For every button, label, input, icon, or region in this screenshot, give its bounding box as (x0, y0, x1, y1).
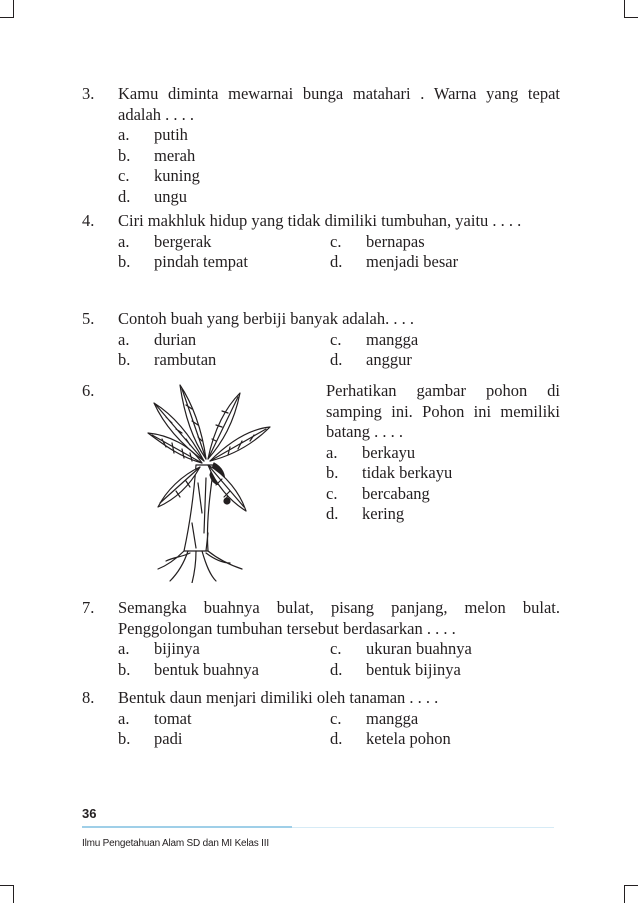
question-6 (326, 381, 560, 525)
option-text: kuning (154, 166, 200, 185)
question-7 (82, 598, 560, 680)
crop-mark-bottom-left-v (13, 885, 14, 903)
option-text: mangga (366, 708, 419, 728)
crop-mark-top-left-v (13, 0, 14, 18)
footer-rule (82, 826, 292, 828)
option-text: ungu (154, 186, 187, 206)
question-4 (82, 211, 560, 273)
option: a. durian (118, 329, 197, 349)
banana-tree-icon (118, 383, 288, 583)
crop-mark-top-right-v (624, 0, 625, 18)
option-grid (118, 232, 560, 273)
option-text: durian (154, 329, 197, 349)
crop-mark-bottom-right-h (624, 885, 638, 886)
option: d. bentuk bijinya (330, 659, 461, 679)
option: b. rambutan (118, 350, 217, 369)
option-text: kering (362, 504, 405, 523)
option-text: tidak berkayu (362, 463, 453, 482)
crop-mark-top-right-h (624, 17, 638, 18)
option: a. tomat (118, 708, 192, 728)
option: b. padi (118, 729, 183, 748)
question-number: 6. (82, 381, 95, 400)
question-stem: Kamu diminta mewarnai bunga matahari . Warna yang tepat adalah . . . . (118, 84, 560, 124)
option-text: menjadi besar (366, 252, 459, 271)
question-stem: Ciri makhluk hidup yang tidak dimiliki tumbuhan, yaitu . . . . (118, 211, 522, 230)
option-grid (118, 639, 560, 680)
question-8 (82, 688, 560, 750)
option-grid (118, 330, 560, 371)
option-text: bernapas (366, 231, 425, 251)
option: b. bentuk buahnya (118, 659, 259, 679)
option: b. pindah tempat (118, 252, 248, 271)
book-title: Ilmu Pengetahuan Alam SD dan MI Kelas III (82, 838, 269, 849)
question-number: 4. (82, 211, 95, 230)
option: d. kering (326, 504, 405, 523)
option: c. bernapas (330, 231, 425, 251)
option: c. ukuran buahnya (330, 639, 472, 658)
option-text: berkayu (362, 442, 416, 462)
option: b. merah (118, 145, 196, 165)
question-stem: Contoh buah yang berbiji banyak adalah. . . . (118, 309, 415, 328)
option: d. anggur (330, 350, 412, 369)
option-text: anggur (366, 350, 412, 369)
question-number: 3. (82, 84, 95, 103)
option-text: merah (154, 145, 196, 165)
option-text: ukuran buahnya (366, 639, 472, 658)
option-text: putih (154, 125, 188, 144)
option: c. mangga (330, 329, 419, 349)
option: a. bijinya (118, 639, 200, 658)
option: a. berkayu (326, 442, 416, 462)
option: a. putih (118, 125, 188, 144)
crop-mark-bottom-right-v (624, 885, 625, 903)
option: b. tidak berkayu (326, 463, 453, 482)
option: a. bergerak (118, 231, 212, 251)
option-text: bergerak (154, 231, 212, 251)
option-text: mangga (366, 329, 419, 349)
option-text: bijinya (154, 639, 200, 658)
question-stem: Bentuk daun menjari dimiliki oleh tanaman . . . . (118, 688, 439, 707)
option: c. kuning (118, 166, 200, 185)
option: d. ungu (118, 186, 187, 206)
footer-rule-light (292, 827, 554, 828)
option-text: rambutan (154, 350, 217, 369)
option-text: bercabang (362, 483, 430, 503)
question-stem: Perhatikan gambar pohon di samping ini. Pohon ini memiliki batang . . . . (326, 381, 560, 441)
question-5 (82, 309, 560, 371)
option: d. ketela pohon (330, 729, 451, 748)
crop-mark-bottom-left-h (0, 885, 14, 886)
option-text: tomat (154, 708, 192, 728)
question-number: 8. (82, 688, 95, 707)
option-text: bentuk bijinya (366, 659, 461, 679)
option: c. mangga (330, 708, 419, 728)
option-text: pindah tempat (154, 252, 248, 271)
option: c. bercabang (326, 483, 430, 503)
question-number: 7. (82, 598, 95, 617)
option-text: ketela pohon (366, 729, 451, 748)
question-number: 5. (82, 309, 95, 328)
question-3 (82, 84, 560, 207)
crop-mark-top-left-h (0, 17, 14, 18)
option: d. menjadi besar (330, 252, 459, 271)
option-grid (118, 709, 560, 750)
question-stem: Semangka buahnya bulat, pisang panjang, melon bulat. Penggolongan tumbuhan tersebut berdasarkan . . . . (118, 598, 560, 638)
option-text: bentuk buahnya (154, 659, 259, 679)
option-text: padi (154, 729, 183, 748)
option-list (118, 125, 560, 207)
page-number: 36 (82, 806, 97, 821)
option-list (326, 443, 560, 525)
